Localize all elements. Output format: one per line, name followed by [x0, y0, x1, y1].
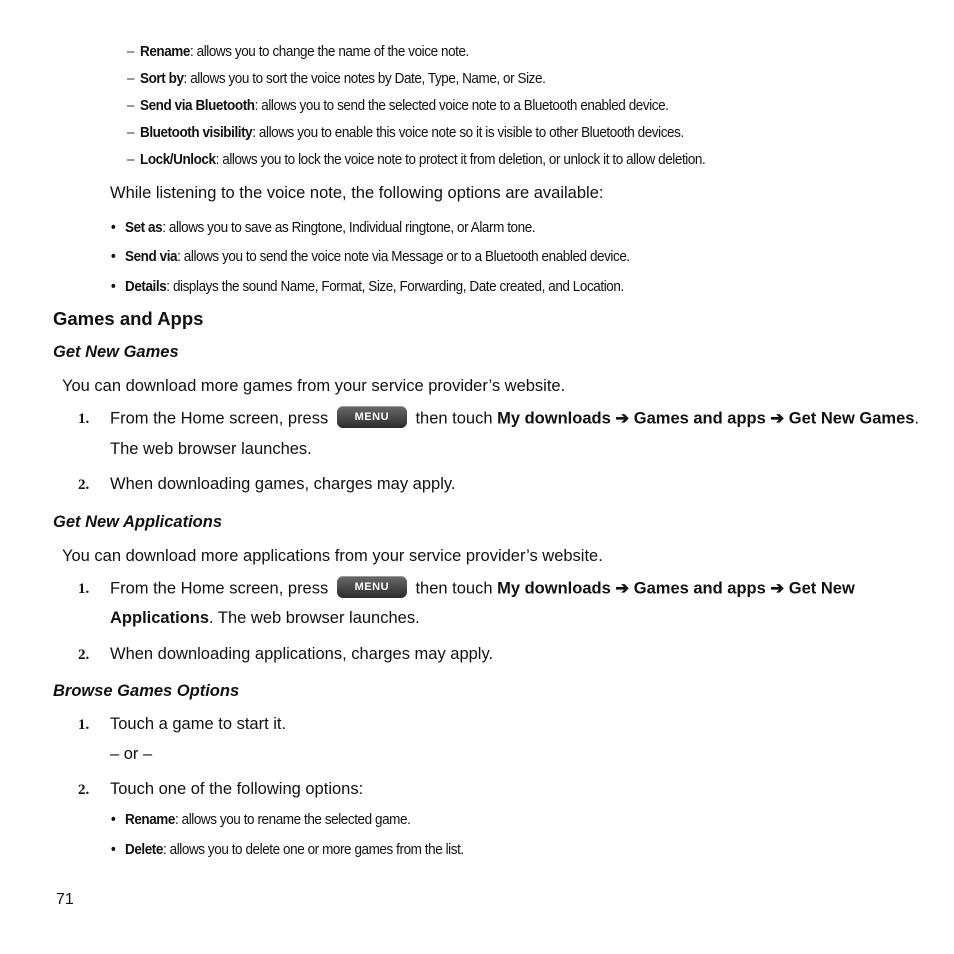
option-rename-game	[111, 812, 411, 828]
option-lock-unlock	[126, 152, 706, 168]
page-number: 71	[56, 891, 74, 908]
option-desc: : allows you to send the selected voice note to a Bluetooth enabled device.	[254, 98, 669, 114]
menu-path: Applications	[110, 609, 210, 627]
listening-intro: While listening to the voice note, the following options are available:	[110, 184, 604, 202]
step-number: 1.	[78, 581, 90, 597]
or-separator: – or –	[110, 745, 153, 763]
dash-marker: –	[126, 125, 135, 141]
option-sort-by	[126, 71, 546, 87]
apps-step-1	[110, 578, 855, 600]
option-term: Rename	[125, 812, 175, 828]
menu-key-icon: MENU	[337, 576, 407, 598]
bullet-marker: •	[111, 279, 116, 295]
option-set-as	[111, 220, 536, 236]
option-term: Set as	[125, 220, 163, 236]
option-term: Details	[125, 279, 167, 295]
option-desc: : allows you to save as Ringtone, Individual ringtone, or Alarm tone.	[162, 220, 536, 236]
step-text: From the Home screen, press	[110, 409, 329, 428]
option-term: Lock/Unlock	[140, 152, 216, 168]
browse-step-2: Touch one of the following options:	[110, 780, 364, 798]
option-term: Bluetooth visibility	[140, 125, 253, 141]
option-term: Send via	[125, 249, 178, 265]
option-desc: : allows you to rename the selected game.	[174, 812, 411, 828]
step-text: . The web browser launches.	[209, 609, 420, 627]
menu-path: My downloads ➔ Games and apps ➔ Get New	[497, 579, 855, 598]
games-step-1-line2: The web browser launches.	[110, 440, 312, 458]
games-intro: You can download more games from your service provider’s website.	[62, 377, 566, 395]
heading-get-new-applications: Get New Applications	[53, 513, 222, 531]
step-text: then touch	[415, 579, 493, 598]
bullet-marker: •	[111, 249, 116, 265]
option-bluetooth-visibility	[126, 125, 684, 141]
option-term: Rename	[140, 44, 190, 60]
option-desc: : allows you to send the voice note via Message or to a Bluetooth enabled device.	[177, 249, 630, 265]
step-number: 2.	[78, 782, 90, 798]
option-desc: : allows you to change the name of the voice note.	[189, 44, 469, 60]
option-rename	[126, 44, 469, 60]
option-details	[111, 279, 624, 295]
dash-marker: –	[126, 71, 135, 87]
option-desc: : allows you to sort the voice notes by Date, Type, Name, or Size.	[183, 71, 546, 87]
step-number: 1.	[78, 411, 90, 427]
option-desc: : allows you to delete one or more games from the list.	[162, 842, 464, 858]
option-desc: : displays the sound Name, Format, Size, Forwarding, Date created, and Location.	[166, 279, 624, 295]
step-number: 2.	[78, 647, 90, 663]
dash-marker: –	[126, 152, 135, 168]
option-send-via-bluetooth	[126, 98, 669, 114]
apps-intro: You can download more applications from your service provider’s website.	[62, 547, 603, 565]
heading-get-new-games: Get New Games	[53, 343, 179, 361]
apps-step-1-line2	[110, 609, 420, 628]
option-send-via	[111, 249, 630, 265]
step-text: .	[914, 409, 920, 428]
bullet-marker: •	[111, 220, 116, 236]
menu-path: My downloads ➔ Games and apps ➔ Get New Games	[497, 409, 915, 428]
games-step-1	[110, 408, 919, 430]
dash-marker: –	[126, 98, 135, 114]
browse-step-1: Touch a game to start it.	[110, 715, 287, 733]
games-step-2: When downloading games, charges may apply.	[110, 475, 456, 493]
step-text: then touch	[415, 409, 493, 428]
bullet-marker: •	[111, 812, 116, 828]
option-term: Send via Bluetooth	[140, 98, 255, 114]
menu-key-icon: MENU	[337, 406, 407, 428]
option-desc: : allows you to enable this voice note so it is visible to other Bluetooth devices.	[252, 125, 684, 141]
step-text: From the Home screen, press	[110, 579, 329, 598]
option-desc: : allows you to lock the voice note to protect it from deletion, or unlock it to allow deletion.	[215, 152, 706, 168]
step-number: 2.	[78, 477, 90, 493]
option-term: Delete	[125, 842, 163, 858]
dash-marker: –	[126, 44, 135, 60]
apps-step-2: When downloading applications, charges may apply.	[110, 645, 494, 663]
option-delete-game	[111, 842, 464, 858]
step-number: 1.	[78, 717, 90, 733]
section-title: Games and Apps	[53, 308, 204, 329]
bullet-marker: •	[111, 842, 116, 858]
heading-browse-games-options: Browse Games Options	[53, 682, 240, 700]
option-term: Sort by	[140, 71, 184, 87]
